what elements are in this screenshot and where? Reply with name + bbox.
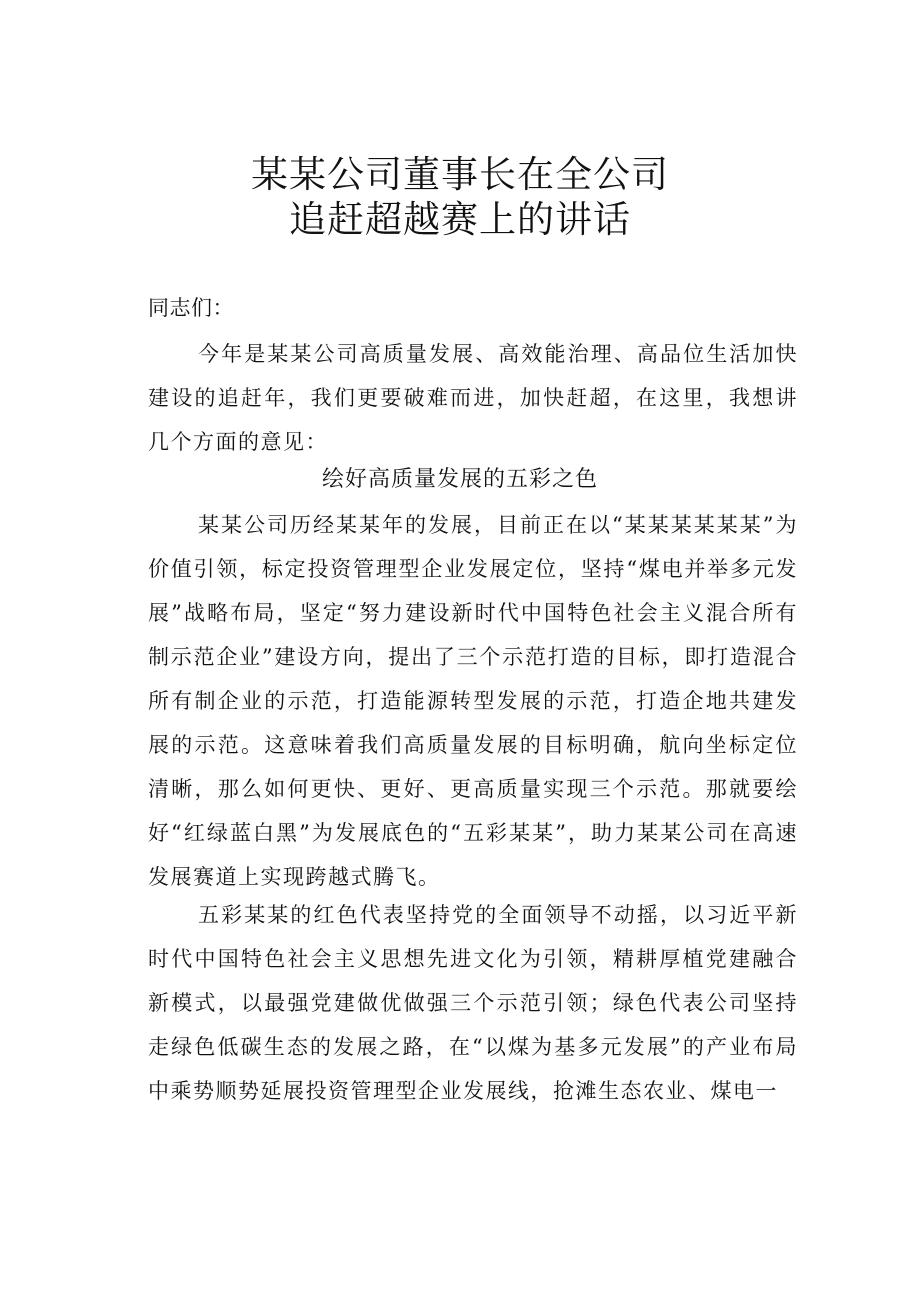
body-paragraph-2: 某某公司历经某某年的发展，目前正在以“某某某某某某”为价值引领，标定投资管理型企业发展定位，坚持“煤电并举多元发展”战略布局，坚定“努力建设新时代中国特色社会主义混合所有制示范企业”建设方向，提出了三个示范打造的目标，即打造混合所有制企业的示范，打造能源转型发展的示范，打造企地共建发展的示范。这意味着我们高质量发展的目标明确，航向坐标定位清晰，那么如何更快、更好、更高质量实现三个示范。那就要绘好“红绿蓝白黑”为发展底色的“五彩某某”，助力某某公司在高速发展赛道上实现跨越式腾飞。 (148, 513, 798, 889)
intro-paragraph: 今年是某某公司高质量发展、高效能治理、高品位生活加快建设的追赶年，我们更要破难而进，加快赶超，在这里，我想讲几个方面的意见： (148, 342, 798, 454)
document-title-line-1: 某某公司董事长在全公司 (251, 153, 669, 196)
section-heading: 绘好高质量发展的五彩之色 (321, 467, 598, 492)
body-paragraph-3: 五彩某某的红色代表坚持党的全面领导不动摇，以习近平新时代中国特色社会主义思想先进文化为引领，精耕厚植党建融合新模式，以最强党建做优做强三个示范引领；绿色代表公司坚持走绿色低碳生态的发展之路，在“以煤为基多元发展”的产业布局中乘势顺势延展投资管理型企业发展线，抢滩生态农业、煤电一 (148, 903, 798, 1103)
salutation: 同志们： (148, 296, 234, 320)
document-title-line-2: 追赶超越赛上的讲话 (289, 198, 631, 241)
